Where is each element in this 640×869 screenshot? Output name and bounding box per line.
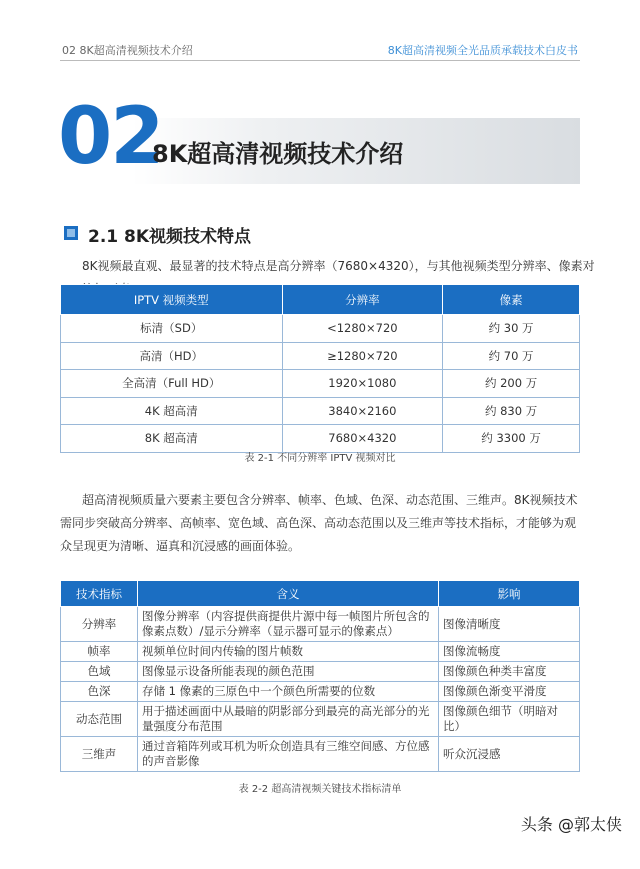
table-cell: 约 3300 万 <box>443 425 580 453</box>
table-cell: <1280×720 <box>282 315 443 343</box>
table-cell: 三维声 <box>61 737 138 772</box>
table-cell: 图像分辨率（内容提供商提供片源中每一帧图片所包含的像素点数）/显示分辨率（显示器可显示的像素点） <box>138 607 439 642</box>
intro-paragraph: 8K视频最直观、最显著的技术特点是高分辨率（7680×4320），与其他视频类型分辨率、像素对 <box>82 259 595 273</box>
table-cell: 听众沉浸感 <box>439 737 580 772</box>
table-cell: 动态范围 <box>61 702 138 737</box>
resolution-table <box>60 284 580 453</box>
table-header-cell: 含义 <box>138 581 439 607</box>
table-row <box>61 315 580 343</box>
table2-caption: 表 2-2 超高清视频关键技术指标清单 <box>238 784 402 795</box>
table-header-cell: 技术指标 <box>61 581 138 607</box>
table-cell: 图像清晰度 <box>439 607 580 642</box>
tech-index-table <box>60 580 580 772</box>
table-row <box>61 425 580 453</box>
table-row <box>61 737 580 772</box>
table-row <box>61 607 580 642</box>
table-cell: 分辨率 <box>61 607 138 642</box>
table-cell: 约 830 万 <box>443 397 580 425</box>
table-cell: 通过音箱阵列或耳机为听众创造具有三维空间感、方位感的声音影像 <box>138 737 439 772</box>
table-header-cell: 分辨率 <box>282 285 443 315</box>
table-cell: 用于描述画面中从最暗的阴影部分到最亮的高光部分的光量强度分布范围 <box>138 702 439 737</box>
table-cell: 图像颜色种类丰富度 <box>439 662 580 682</box>
header-left-title: 02 8K超高清视频技术介绍 <box>62 44 193 57</box>
table-cell: 高清（HD） <box>61 342 283 370</box>
table-cell: 帧率 <box>61 642 138 662</box>
table-cell: 存储 1 像素的三原色中一个颜色所需要的位数 <box>138 682 439 702</box>
table-cell: 约 200 万 <box>443 370 580 398</box>
table-header-cell: IPTV 视频类型 <box>61 285 283 315</box>
table-cell: 图像颜色渐变平滑度 <box>439 682 580 702</box>
table-cell: 7680×4320 <box>282 425 443 453</box>
table-cell: 图像颜色细节（明暗对比） <box>439 702 580 737</box>
table-header-cell: 影响 <box>439 581 580 607</box>
chapter-title: 8K超高清视频技术介绍 <box>152 140 404 168</box>
table-cell: 视频单位时间内传输的图片帧数 <box>138 642 439 662</box>
table-row <box>61 662 580 682</box>
table-cell: 色域 <box>61 662 138 682</box>
table-cell: 图像流畅度 <box>439 642 580 662</box>
table-row <box>61 370 580 398</box>
table-cell: ≥1280×720 <box>282 342 443 370</box>
table-row <box>61 342 580 370</box>
quality-paragraph: 超高清视频质量六要素主要包含分辨率、帧率、色域、色深、动态范围、三维声。8K视频技术需同步突破高分辨率、高帧率、宽色域、高色深、高动态范围以及三维声等技术指标，才能够为观众呈现更为清晰、逼真和沉浸感的画面体验。 <box>60 493 578 553</box>
table-cell: 全高清（Full HD） <box>61 370 283 398</box>
table-header-row <box>61 581 580 607</box>
table-header-row <box>61 285 580 315</box>
table-cell: 4K 超高清 <box>61 397 283 425</box>
table-cell: 约 30 万 <box>443 315 580 343</box>
table-cell: 标清（SD） <box>61 315 283 343</box>
table-header-cell: 像素 <box>443 285 580 315</box>
table1-caption: 表 2-1 不同分辨率 IPTV 视频对比 <box>244 453 396 464</box>
table-cell: 色深 <box>61 682 138 702</box>
table-cell: 1920×1080 <box>282 370 443 398</box>
table-row <box>61 702 580 737</box>
table-cell: 3840×2160 <box>282 397 443 425</box>
table-cell: 8K 超高清 <box>61 425 283 453</box>
table-row <box>61 397 580 425</box>
table-row <box>61 682 580 702</box>
table-cell: 约 70 万 <box>443 342 580 370</box>
source-watermark: 头条 @郭太侠 <box>520 815 622 834</box>
table-row <box>61 642 580 662</box>
chapter-number: 02 <box>58 92 163 182</box>
header-divider <box>60 60 580 61</box>
header-right-title: 8K超高清视频全光品质承载技术白皮书 <box>387 44 578 57</box>
section-square-icon <box>64 226 78 240</box>
table-cell: 图像显示设备所能表现的颜色范围 <box>138 662 439 682</box>
section-title: 2.1 8K视频技术特点 <box>88 227 252 247</box>
